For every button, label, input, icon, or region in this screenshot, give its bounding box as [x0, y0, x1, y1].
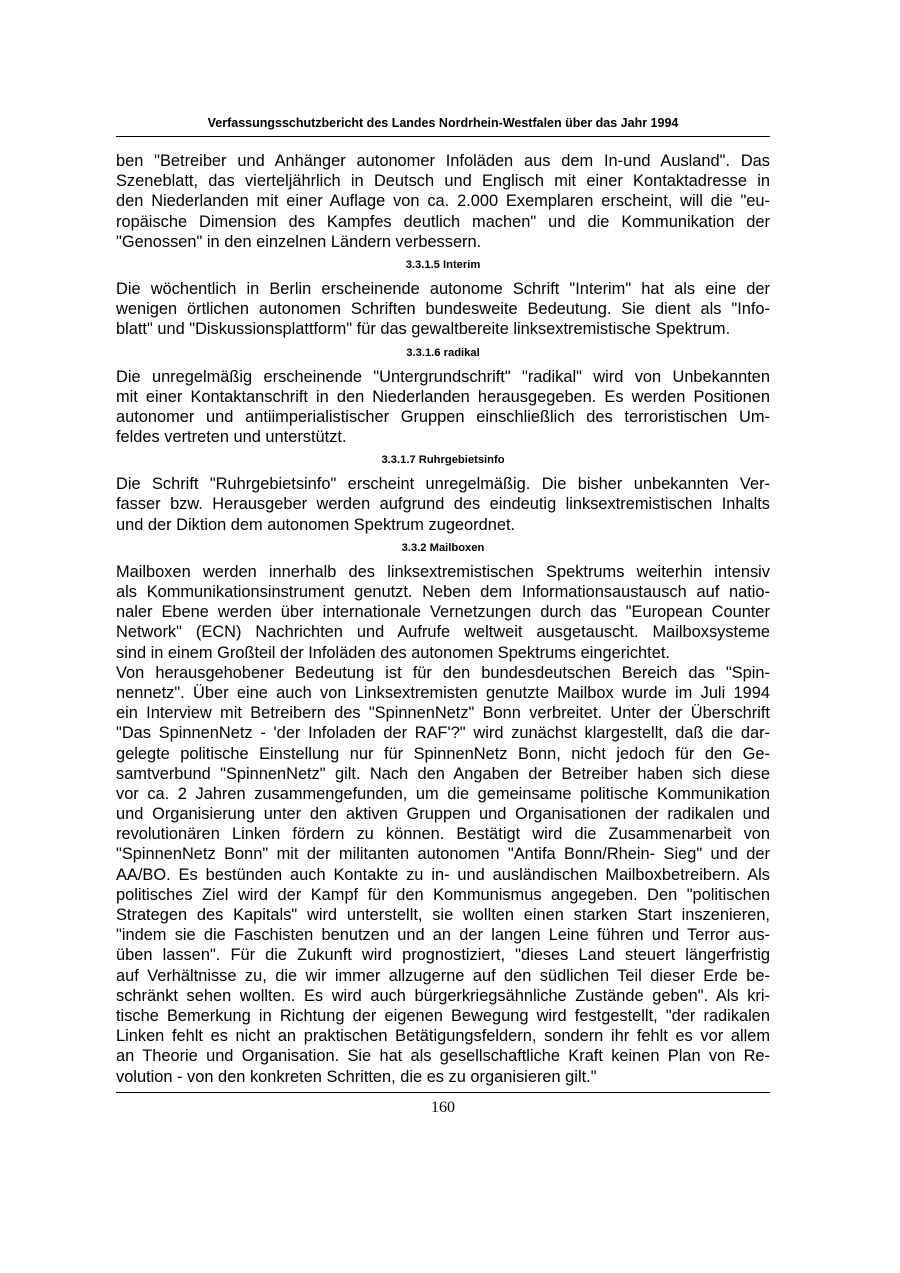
text-line: "Das SpinnenNetz - 'der Infoladen der RAF'?" wird zunächst klargestellt, daß die dar- — [116, 724, 770, 743]
paragraph — [116, 279, 770, 340]
text-line: Von herausgehobener Bedeutung ist für den bundesdeutschen Bereich das "Spin- — [116, 663, 770, 682]
text-line: autonomer und antiimperialistischer Gruppen einschließlich des terroristischen Um- — [116, 407, 770, 426]
text-line: feldes vertreten und unterstützt. — [116, 428, 347, 447]
text-line: tische Bemerkung in Richtung der eigenen Bewegung wird festgestellt, "der radikalen — [116, 1006, 770, 1025]
text-line: als Kommunikationsinstrument genutzt. Neben dem Informationsaustausch auf natio- — [116, 583, 770, 601]
text-line: Linken fehlt es nicht an praktischen Betätigungsfeldern, sondern ihr fehlt es vor allem — [116, 1027, 770, 1046]
text-line: und Organisierung unter den aktiven Gruppen und Organisationen der radikalen und — [116, 805, 770, 824]
text-line: Die unregelmäßig erscheinende "Untergrundschrift" "radikal" wird von Unbekannten — [116, 367, 770, 386]
body-text — [116, 151, 770, 1087]
paragraph — [116, 367, 770, 448]
text-line: Die wöchentlich in Berlin erscheinende autonome Schrift "Interim" hat als eine der — [116, 279, 770, 298]
text-line: und der Diktion dem autonomen Spektrum zugeordnet. — [116, 515, 516, 534]
document-page — [116, 114, 770, 1118]
text-line: fasser bzw. Herausgeber werden aufgrund des eindeutig linksextremistischen Inhalts — [116, 495, 770, 514]
page-number: 160 — [431, 1098, 455, 1116]
text-line: ein Interview mit Betreibern des "SpinnenNetz" Bonn verbreitet. Unter der Überschrift — [116, 704, 770, 723]
text-line: üben lassen". Für die Zukunft wird prognostiziert, "dieses Land steuert längerfristig — [116, 946, 770, 965]
text-line: Strategen des Kapitals" wird unterstellt, sie wollten einen starken Start inszenieren, — [116, 906, 770, 924]
text-line: vor ca. 2 Jahren zusammengefunden, um die gemeinsame politische Kommunikation — [116, 784, 770, 803]
text-line: "indem sie die Faschisten benutzen und an der langen Leine führen und Terror aus- — [116, 926, 770, 945]
text-line: revolutionären Linken fördern zu können. Bestätigt wird die Zusammenarbeit von — [116, 825, 770, 844]
paragraph — [116, 151, 770, 252]
text-line: auf Verhältnisse zu, die wir immer allzugerne auf den südlichen Teil dieser Erde be- — [116, 966, 770, 985]
section-heading-mailboxen: 3.3.2 Mailboxen — [401, 541, 485, 554]
text-line: Mailboxen werden innerhalb des linksextremistischen Spektrums weiterhin intensiv — [116, 562, 770, 581]
footer-rule — [116, 1092, 770, 1093]
running-header: Verfassungsschutzbericht des Landes Nordrhein-Westfalen über das Jahr 1994 — [207, 116, 679, 130]
text-line: schränkt sehen wollten. Es wird auch bürgerkriegsähnliche Zustände geben". Als kri- — [116, 986, 770, 1005]
text-line: Die Schrift "Ruhrgebietsinfo" erscheint unregelmäßig. Die bisher unbekannten Ver- — [116, 475, 770, 494]
text-line: samtverbund "SpinnenNetz" gilt. Nach den Angaben der Betreiber haben sich diese — [116, 764, 770, 783]
text-line: gelegte politische Einstellung nur für SpinnenNetz Bonn, nicht jedoch für den Ge- — [116, 744, 770, 763]
text-line: "SpinnenNetz Bonn" mit der militanten autonomen "Antifa Bonn/Rhein- Sieg" und der — [116, 845, 770, 864]
text-line: ben "Betreiber und Anhänger autonomer Infoläden aus dem In-und Ausland". Das — [116, 152, 770, 170]
text-line: wenigen örtlichen autonomen Schriften bundesweite Bedeutung. Sie dient als "Info- — [116, 300, 770, 319]
text-line: naler Ebene werden über internationale Vernetzungen durch das "European Counter — [116, 603, 770, 622]
text-line: "Genossen" in den einzelnen Ländern verbessern. — [116, 232, 482, 251]
text-line: den Niederlanden mit einer Auflage von ca. 2.000 Exemplaren erscheint, will die "eu- — [116, 192, 770, 211]
text-line: Network" (ECN) Nachrichten und Aufrufe weltweit ausgetauscht. Mailboxsysteme — [116, 623, 770, 642]
text-line: sind in einem Großteil der Infoläden des autonomen Spektrums eingerichtet. — [116, 643, 670, 662]
section-heading-interim: 3.3.1.5 Interim — [405, 258, 481, 271]
text-line: politisches Ziel wird der Kampf für den Kommunismus angegeben. Den "politischen — [116, 885, 770, 904]
paragraph — [116, 562, 770, 1087]
text-line: an Theorie und Organisation. Sie hat als gesellschaftliche Kraft keinen Plan von Re- — [116, 1047, 770, 1066]
text-line: volution - von den konkreten Schritten, die es zu organisieren gilt." — [116, 1067, 597, 1086]
text-line: mit einer Kontaktanschrift in den Niederlanden herausgegeben. Es werden Positionen — [116, 387, 770, 406]
paragraph — [116, 474, 770, 535]
text-line: Szeneblatt, das vierteljährlich in Deutsch und Englisch mit einer Kontaktadresse in — [116, 172, 770, 191]
section-heading-radikal: 3.3.1.6 radikal — [406, 346, 480, 359]
text-line: blatt" und "Diskussionsplattform" für das gewaltbereite linksextremistische Spektrum. — [116, 320, 731, 339]
text-line: nennetz". Über eine auch von Linksextremisten genutzte Mailbox wurde im Juli 1994 — [116, 683, 770, 702]
section-heading-ruhrgebietsinfo: 3.3.1.7 Ruhrgebietsinfo — [381, 454, 505, 467]
text-line: AA/BO. Es bestünden auch Kontakte zu in- und ausländischen Mailboxbetreibern. Als — [116, 865, 770, 884]
text-line: ropäische Dimension des Kampfes deutlich machen" und die Kommunikation der — [116, 212, 770, 231]
header-rule — [116, 136, 770, 137]
